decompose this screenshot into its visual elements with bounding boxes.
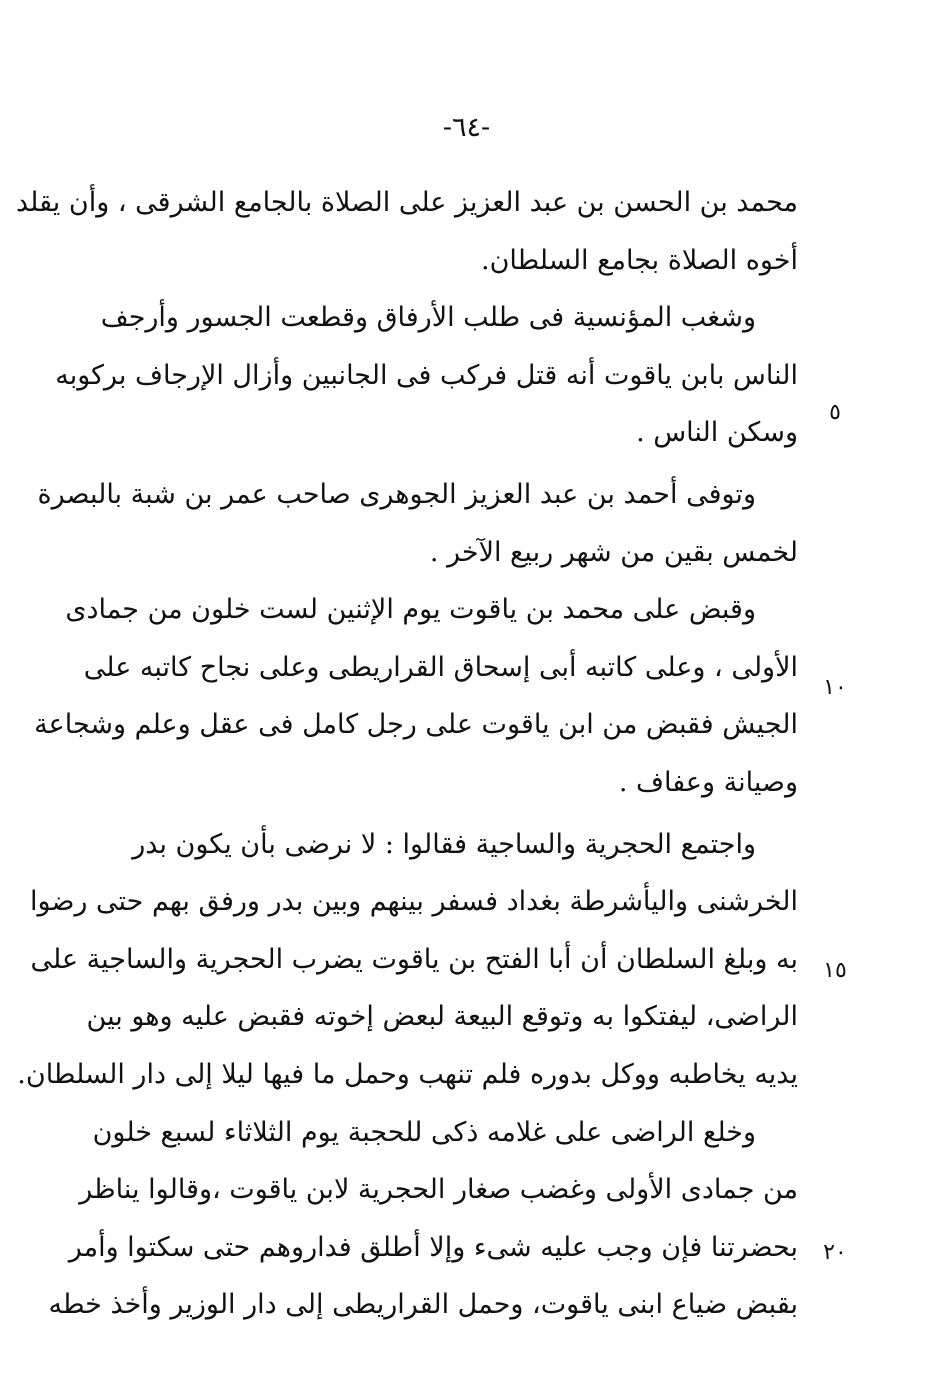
line-number-marker: ١٥ (823, 958, 847, 983)
text-line: الجيش فقبض من ابن ياقوت على رجل كامل فى عقل وعلم وشجاعة (34, 709, 798, 741)
page-number: -٦٤- (442, 112, 491, 143)
text-line: محمد بن الحسن بن عبد العزيز على الصلاة بالجامع الشرقى ، وأن يقلد (16, 187, 798, 218)
body-text (16, 174, 798, 1334)
text-line: الراضى، ليفتكوا به وتوقع البيعة لبعض إخوته فقبض عليه وهو بين (86, 1001, 798, 1033)
text-line: بقبض ضياع ابنى ياقوت، وحمل القراريطى إلى دار الوزير وأخذ خطه (48, 1289, 798, 1321)
text-line: بحضرتنا فإن وجب عليه شىء وإلا أطلق فداروهم حتى سكتوا وأمر (68, 1231, 798, 1263)
text-line: الناس بابن ياقوت أنه قتل فركب فى الجانبين وأزال الإرجاف بركوبه (55, 359, 798, 391)
text-line: به وبلغ السلطان أن أبا الفتح بن ياقوت يضرب الحجرية والساجية على (30, 943, 798, 975)
text-line: وشغب المؤنسية فى طلب الأرفاق وقطعت الجسور وأرجف (100, 302, 756, 334)
line-number-marker: ١٠ (823, 675, 847, 700)
text-line: لخمس بقين من شهر ربيع الآخر . (429, 536, 798, 568)
text-line: وخلع الراضى على غلامه ذكى للحجبة يوم الثلاثاء لسبع خلون (92, 1116, 756, 1148)
text-line: الخرشنى واليأشرطة بغداد فسفر بينهم وبين بدر ورفق بهم حتى رضوا (30, 886, 798, 918)
text-line: واجتمع الحجرية والساجية فقالوا : لا نرضى بأن يكون بدر (132, 828, 756, 860)
text-line: وسكن الناس . (636, 417, 798, 449)
text-line: وصيانة وعفاف . (618, 766, 798, 798)
line-number-marker: ٢٠ (823, 1240, 847, 1265)
text-line: يديه يخاطبه ووكل بدوره فلم تنهب وحمل ما فيها ليلا إلى دار السلطان. (17, 1058, 798, 1090)
text-line: الأولى ، وعلى كاتبه أبى إسحاق القراريطى وعلى نجاح كاتبه على (83, 651, 798, 683)
text-line: من جمادى الأولى وغضب صغار الحجرية لابن ياقوت ،وقالوا يناظر (79, 1174, 798, 1206)
text-line: وتوفى أحمد بن عبد العزيز الجوهرى صاحب عمر بن شبة بالبصرة (37, 478, 756, 510)
line-number-marker: ٥ (829, 400, 841, 425)
text-line: وقبض على محمد بن ياقوت يوم الإثنين لست خلون من جمادى (65, 594, 756, 626)
text-line: أخوه الصلاة بجامع السلطان. (481, 244, 798, 276)
